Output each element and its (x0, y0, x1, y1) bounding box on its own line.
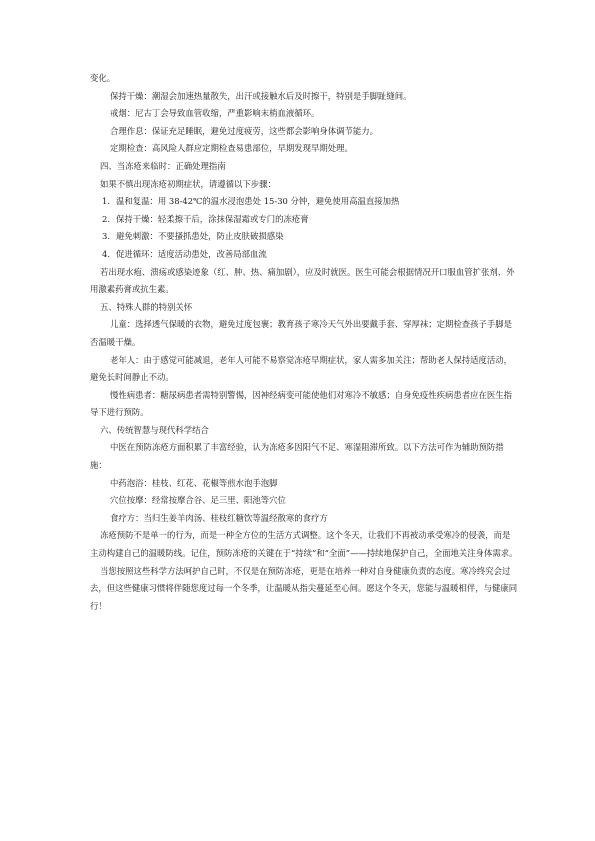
tip-quit-smoking: 戒烟：尼古丁会导致血管收缩，严重影响末梢血液循环。 (110, 108, 320, 119)
tip-checkup: 定期检查：高风险人群应定期检查易患部位，早期发现早期处理。 (110, 143, 353, 154)
medical-advice-paragraph: 若出现水疱、溃疡或感染迹象（红、肿、热、痛加剧），应及时就医。医生可能会根据情况开口服血管扩张剂、外用激素药膏或抗生素。 (90, 266, 515, 295)
step-number: 1. (102, 196, 110, 207)
tip-rest: 合理作息：保证充足睡眠，避免过度疲劳，这些都会影响身体调节能力。 (110, 125, 378, 136)
elderly-paragraph: 老年人：由于感觉可能减退，老年人可能不易察觉冻疮早期症状，家人需多加关注；帮助老人保持适度活动，避免长时间静止不动。 (90, 354, 512, 383)
step-number: 3. (102, 231, 110, 242)
step-item (90, 193, 518, 211)
step-text: 温和复温：用 38-42℃的温水浸泡患处 15-30 分钟，避免使用高温直接加热 (116, 196, 400, 207)
tcm-herbal-bath: 中药泡浴：桂枝、红花、花椒等煎水泡手泡脚 (110, 477, 278, 488)
step-item (90, 246, 518, 264)
step-item (90, 228, 518, 246)
section-heading-6: 六、传统智慧与现代科学结合 (100, 424, 209, 435)
document-page (90, 70, 518, 615)
step-text: 促进循环：适度活动患处，改善局部血流 (116, 248, 267, 259)
children-paragraph: 儿童：选择透气保暖的衣物，避免过度包裹；教育孩子寒冷天气外出要戴手套、穿厚袜；定期检查孩子手脚是否温暖干燥。 (90, 319, 512, 347)
steps-intro: 如果不慎出现冻疮初期症状，请遵循以下步骤： (100, 178, 276, 189)
step-text: 保持干燥：轻柔擦干后，涂抹保湿霜或专门的冻疮膏 (116, 213, 309, 224)
conclusion-paragraph-1: 冻疮预防不是单一的行为，而是一种全方位的生活方式调整。这个冬天，让我们不再被动承受寒冷的侵袭，而是主动构建自己的温暖防线。记住，预防冻疮的关键在于“持续”和“全面”——持续地保护自己，全面地关注身体需求。 (90, 530, 518, 559)
chronic-paragraph: 慢性病患者：糖尿病患者需特别警惕，因神经病变可能使他们对寒冷不敏感；自身免疫性疾病患者应在医生指导下进行预防。 (90, 389, 512, 418)
step-item (90, 211, 518, 229)
section-heading-5: 五、特殊人群的特别关怀 (100, 301, 193, 312)
step-number: 4. (102, 248, 110, 259)
tcm-paragraph: 中医在预防冻疮方面积累了丰富经验，认为冻疮多因阳气不足、寒湿阻滞所致。以下方法可作为辅助预防措施： (90, 442, 504, 471)
section-heading-4: 四、当冻疮来临时：正确处理指南 (100, 160, 226, 171)
step-number: 2. (102, 213, 110, 224)
step-text: 避免刺激：不要搔抓患处，防止皮肤破损感染 (116, 231, 284, 242)
text-line: 变化。 (90, 73, 116, 83)
tcm-acupoint: 穴位按摩：经常按摩合谷、足三里、阳池等穴位 (110, 495, 286, 506)
conclusion-paragraph-2: 当您按照这些科学方法呵护自己时，不仅是在预防冻疮，更是在培养一种对自身健康负责的态度。寒冷终究会过去，但这些健康习惯将伴随您度过每一个冬季，让温暖从指尖蔓延至心间。愿这个冬天，您能与温暖相伴，与健康同行！ (90, 565, 518, 611)
tcm-diet: 食疗方：当归生姜羊肉汤、桂枝红糖饮等温经散寒的食疗方 (110, 512, 328, 523)
tip-keep-dry: 保持干燥：潮湿会加速热量散失，出汗或接触水后及时擦干，特别是手脚趾缝间。 (110, 90, 412, 101)
